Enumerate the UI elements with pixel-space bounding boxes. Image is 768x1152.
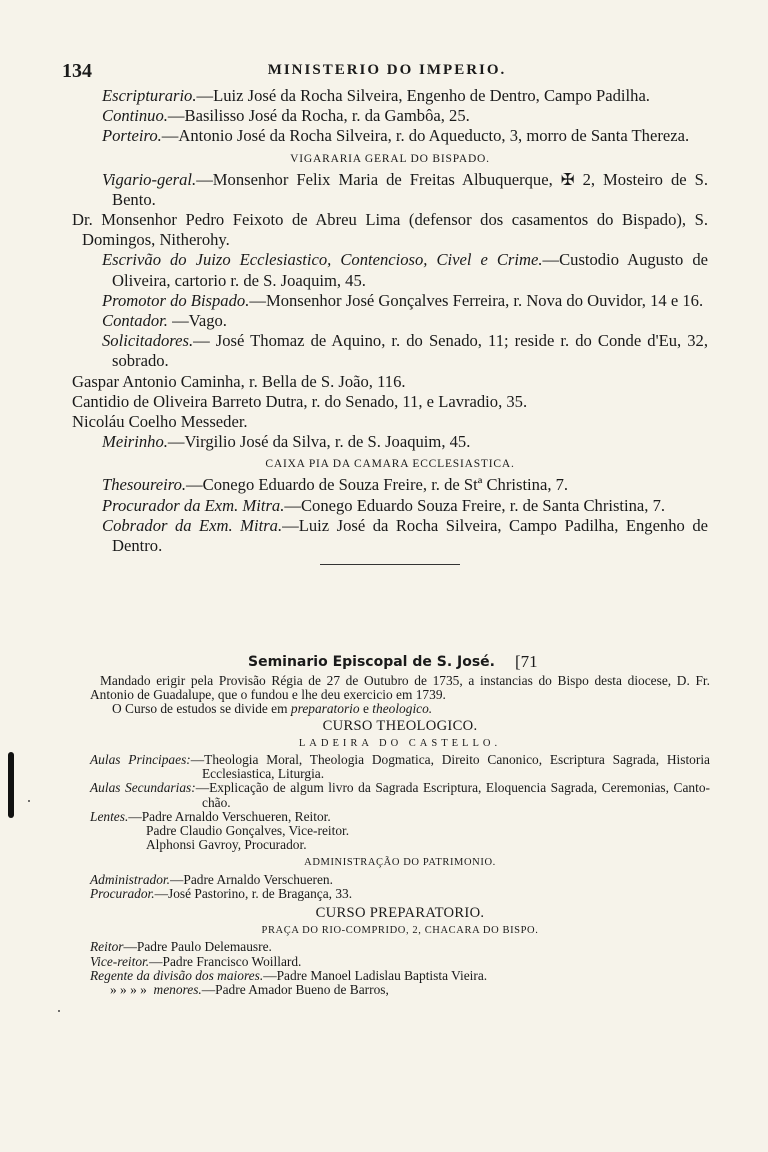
aulas-principaes: Aulas Principaes:—Theologia Moral, Theologia Dogmatica, Direito Canonico, Escriptura Sagrada, Historia Ecclesiastica, Liturgia. [90, 752, 710, 782]
entry-line [72, 170, 708, 210]
entry-label: Porteiro. [102, 126, 162, 146]
procurador-line: Procurador.—José Pastorino, r. de Bragança, 33. [90, 885, 353, 901]
entry-text: Dr. Monsenhor Pedro Feixoto de Abreu Lima (defensor dos casamentos do Bispado), S. Domingos, Nitherohy. [72, 210, 708, 250]
entry-line [72, 392, 708, 412]
entry-text: —Conego Eduardo de Souza Freire, r. de Stª Christina, 7. [186, 475, 569, 495]
entry-label: Contador. [102, 311, 168, 331]
entry-label: Escrivão do Juizo Ecclesiastico, Contencioso, Civel e Crime. [102, 250, 543, 270]
studies-line: O Curso de estudos se divide em preparatorio e theologico. [112, 701, 433, 717]
aulas-secundarias: Aulas Secundarias:—Explicação de algum livro da Sagrada Escriptura, Eloquencia Sagrada, Ceremonias, Canto-chão. [90, 780, 710, 810]
entry-label: Promotor do Bispado. [102, 290, 250, 310]
lentes-line-2: Padre Claudio Gonçalves, Vice-reitor. [146, 823, 350, 839]
lentes-line: Lentes.—Padre Arnaldo Verschueren, Reitor. [90, 808, 331, 824]
administrador-line: Administrador.—Padre Arnaldo Verschueren. [90, 871, 333, 887]
entry-text: —Luiz José da Rocha Silveira, Campo Padilha, Engenho de Dentro. [112, 515, 708, 556]
running-title: MINISTERIO DO IMPERIO. [267, 62, 507, 78]
entry-label: Continuo. [102, 106, 168, 126]
entry-label: Cobrador da Exm. Mitra. [102, 515, 283, 535]
admin-heading: ADMINISTRAÇÃO DO PATRIMONIO. [304, 857, 496, 869]
entry-line [72, 250, 708, 290]
entry-text: Nicoláu Coelho Messeder. [72, 412, 248, 432]
seminary-intro: Mandado erigir pela Provisão Régia de 27 de Outubro de 1735, a instancias do Bispo desta diocese, D. Fr. Antonio de Guadalupe, que o fundou e lhe deu exercicio em 1739. [90, 673, 710, 703]
upper-entries [72, 86, 708, 571]
entry-line [72, 86, 708, 106]
entry-text: — José Thomaz de Aquino, r. do Senado, 11; reside r. do Conde d'Eu, 32, sobrado. [112, 331, 708, 371]
entry-label: Escripturario. [102, 86, 197, 105]
reitor-line: Reitor—Padre Paulo Delemausre. [90, 939, 272, 955]
entry-line [72, 412, 708, 432]
regente-line: Regente da divisão dos maiores.—Padre Manoel Ladislau Baptista Vieira. [90, 967, 488, 983]
entry-line [72, 475, 708, 495]
entry-line [72, 372, 708, 392]
entry-line [72, 210, 708, 250]
ink-speck [28, 800, 30, 802]
entry-line [72, 291, 708, 311]
section-heading: VIGARARIA GERAL DO BISPADO. [290, 152, 490, 165]
place-rio-comprido: PRAÇA DO RIO-COMPRIDO, 2, CHACARA DO BISPO. [261, 925, 539, 937]
seminary-section [90, 652, 710, 997]
entry-text: Gaspar Antonio Caminha, r. Bella de S. João, 116. [72, 371, 406, 391]
entry-text: —Conego Eduardo Souza Freire, r. de Santa Christina, 7. [284, 495, 666, 515]
entry-label: Solicitadores. [102, 331, 194, 351]
entry-line [72, 106, 708, 126]
menores-line: » » » » menores.—Padre Amador Bueno de Barros, [110, 982, 389, 998]
ink-speck [58, 1010, 60, 1012]
entry-label: Thesoureiro. [102, 475, 187, 495]
entry-text: —Basilisso José da Rocha, r. da Gambôa, 25. [167, 106, 470, 126]
entry-text: —Virgilio José da Silva, r. de S. Joaquim, 45. [167, 432, 471, 452]
entry-line [72, 496, 708, 516]
entry-marker: [71 [515, 652, 538, 671]
entry-line [72, 516, 708, 556]
seminary-title-row [90, 652, 710, 674]
vice-reitor-line: Vice-reitor.—Padre Francisco Woillard. [90, 953, 302, 969]
entry-label: Meirinho. [102, 432, 168, 452]
divider-rule [320, 564, 460, 565]
entry-text: Cantidio de Oliveira Barreto Dutra, r. do Senado, 11, e Lavradio, 35. [72, 391, 528, 411]
section-heading: CAIXA PIA DA CAMARA ECCLESIASTICA. [265, 458, 515, 471]
entry-line [72, 126, 708, 146]
page-number: 134 [62, 60, 92, 82]
lentes-line-3: Alphonsi Gavroy, Procurador. [146, 837, 307, 853]
entry-text: —Luiz José da Rocha Silveira, Engenho de Dentro, Campo Padilha. [196, 86, 650, 105]
entry-text: —Monsenhor José Gonçalves Ferreira, r. Nova do Ouvidor, 14 e 16. [249, 290, 704, 310]
entry-label: Procurador da Exm. Mitra. [102, 495, 285, 515]
course-theological-heading: CURSO THEOLOGICO. [322, 717, 478, 734]
margin-ink-mark [8, 752, 14, 818]
entry-line [72, 331, 708, 371]
entry-line [72, 432, 708, 452]
entry-text: —Custodio Augusto de Oliveira, cartorio r. de S. Joaquim, 45. [112, 250, 709, 290]
place-ladeira: LADEIRA DO CASTELLO. [298, 737, 502, 749]
entry-label: Vigario-geral. [102, 169, 197, 189]
course-preparatory-heading: CURSO PREPARATORIO. [315, 905, 485, 922]
seminary-title: Seminario Episcopal de S. José. [248, 654, 495, 670]
entry-text: —Monsenhor Felix Maria de Freitas Albuquerque, ✠ 2, Mosteiro de S. Bento. [112, 169, 708, 209]
entry-text: —Vago. [167, 311, 227, 331]
entry-text: —Antonio José da Rocha Silveira, r. do Aqueducto, 3, morro de Santa Thereza. [161, 126, 690, 146]
entry-line [72, 311, 708, 331]
page-header [62, 60, 712, 86]
